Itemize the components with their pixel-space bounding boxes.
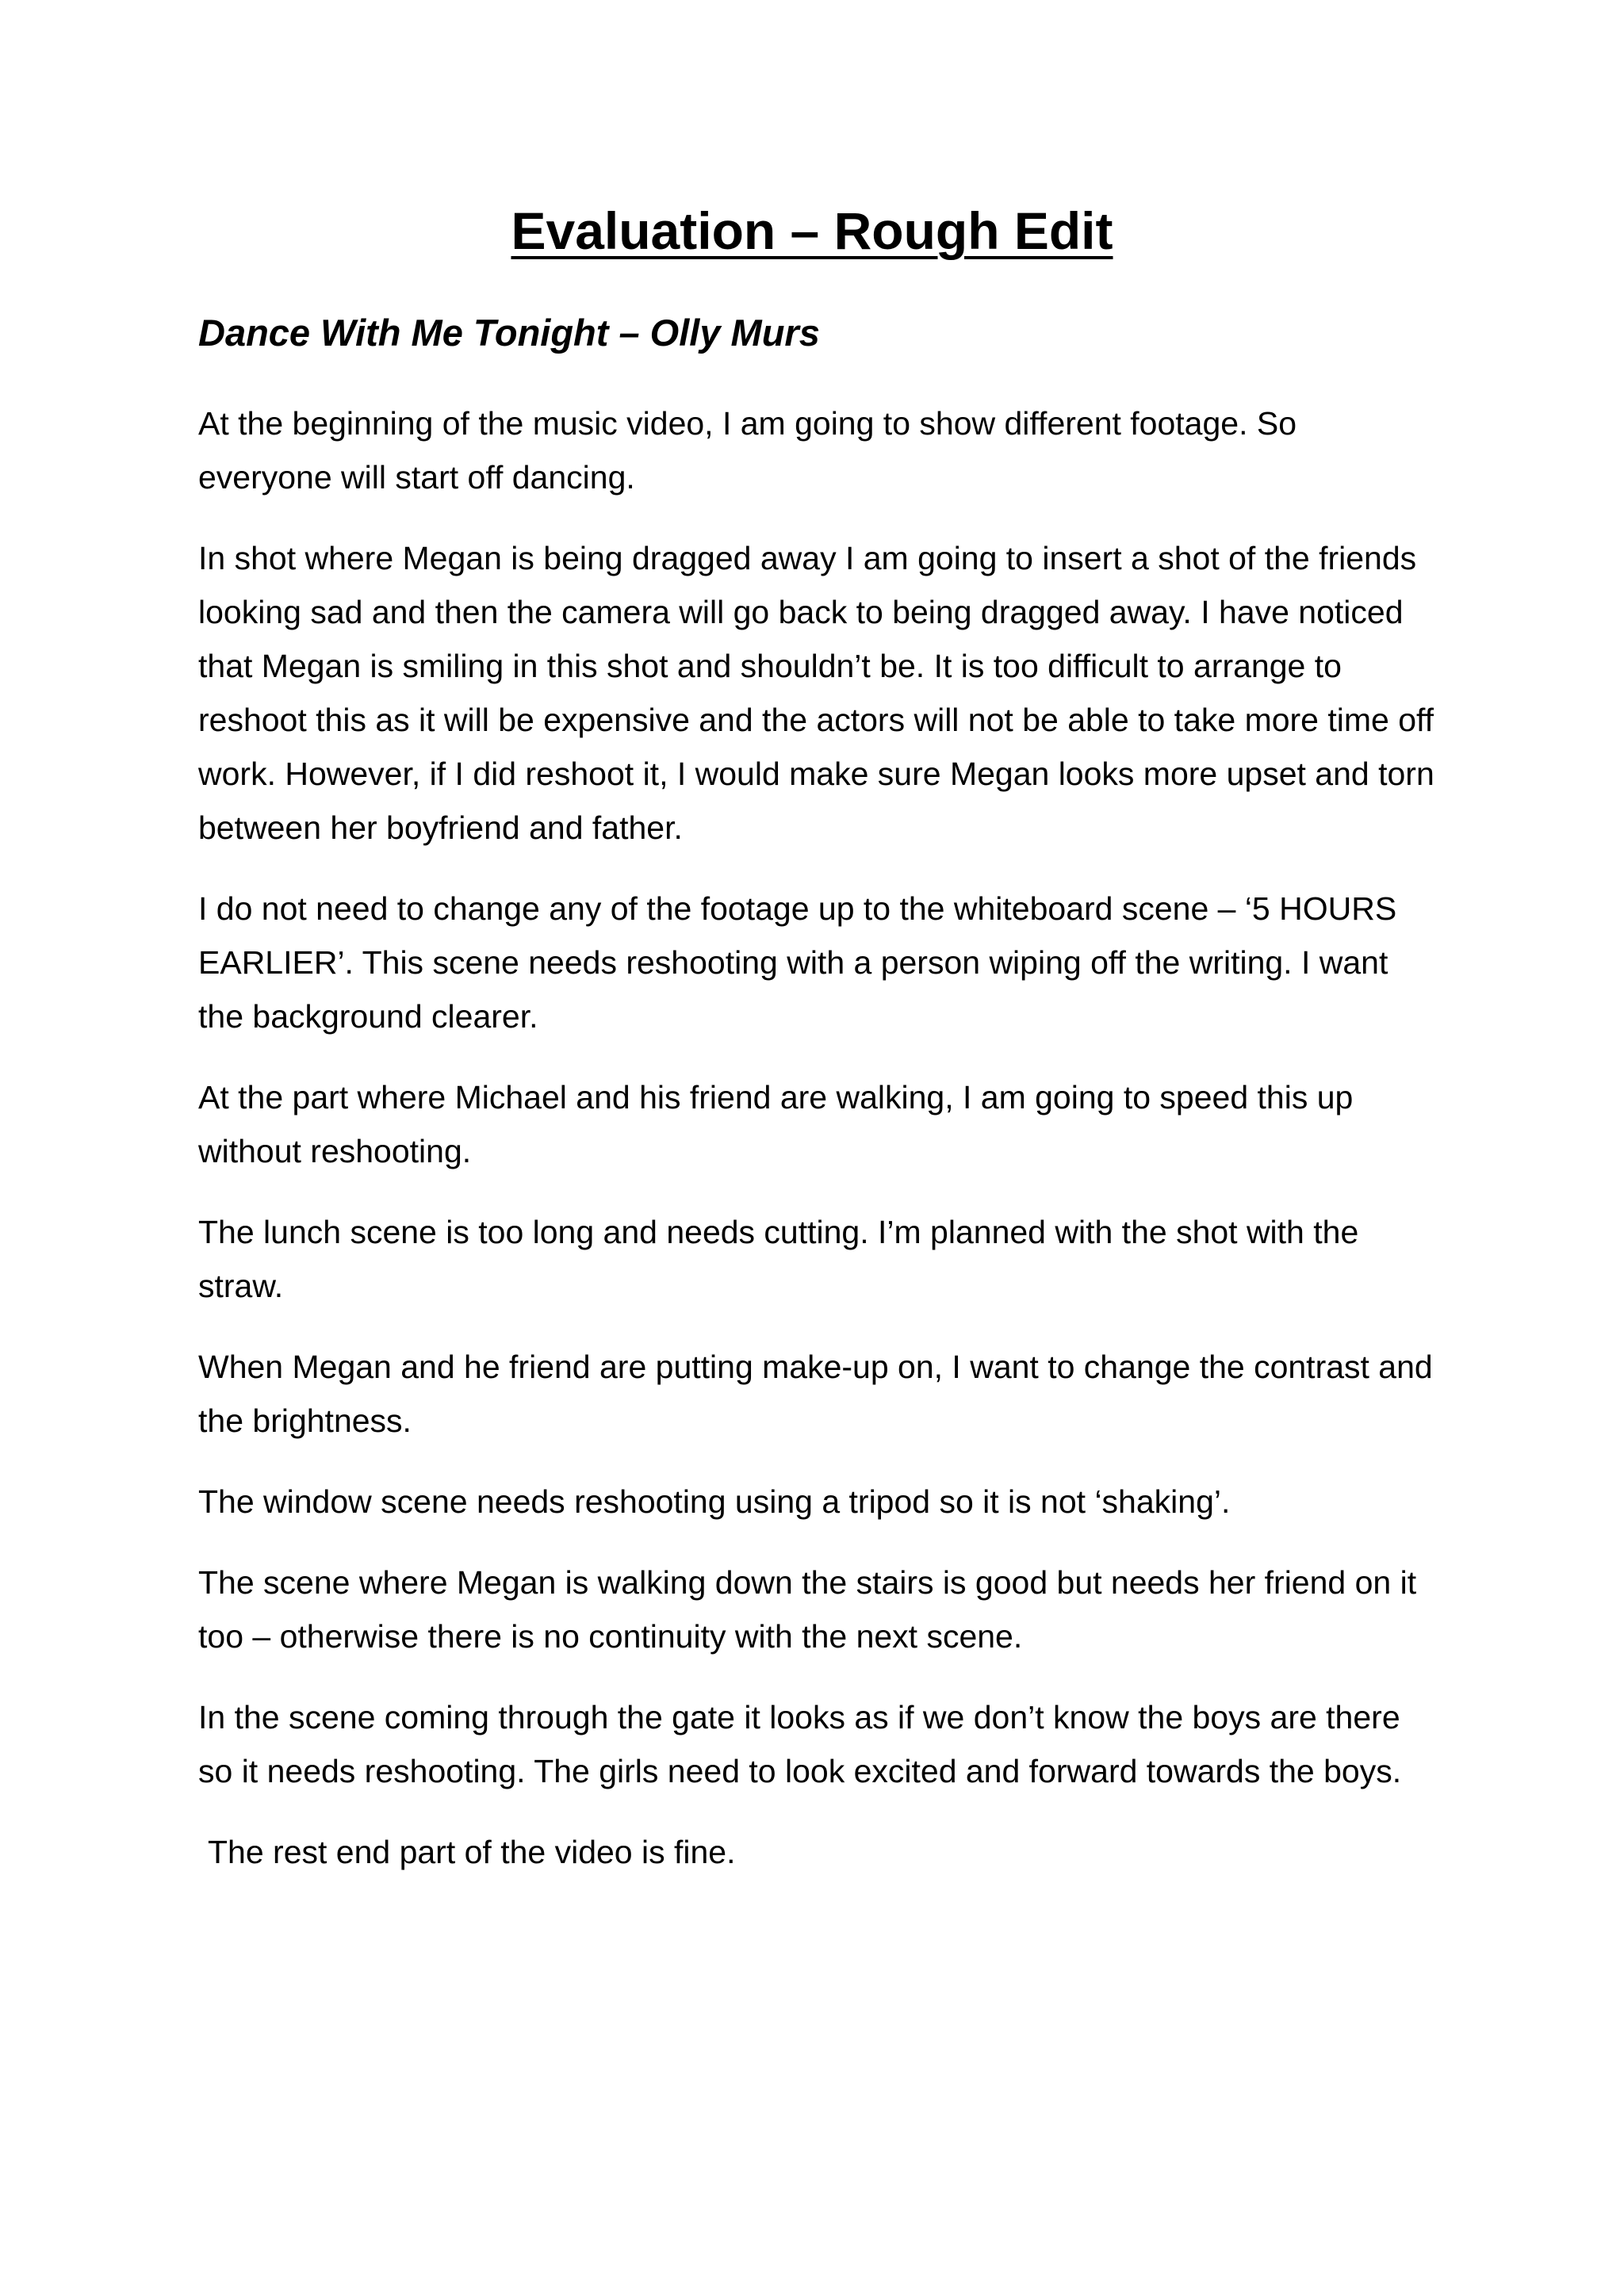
- paragraph-make-up: When Megan and he friend are putting make-up on, I want to change the contrast and the brightness.: [198, 1349, 1433, 1439]
- paragraph-ending: The rest end part of the video is fine.: [208, 1834, 736, 1870]
- paragraph-dragged-away: In shot where Megan is being dragged away I am going to insert a shot of the friends looking sad and then the camera will go back to being dragged away. I have noticed that Megan is smiling in this shot and shouldn’t be. It is too difficult to arrange to reshoot this as it will be expensive and the actors will not be able to take more time off work. However, if I did reshoot it, I would make sure Megan looks more upset and torn between her boyfriend and father.: [198, 540, 1434, 846]
- document-body: [198, 396, 1435, 1906]
- paragraph-stairs: The scene where Megan is walking down the stairs is good but needs her friend on it too – otherwise there is no continuity with the next scene.: [198, 1564, 1417, 1655]
- document-subtitle: Dance With Me Tonight – Olly Murs: [198, 312, 820, 354]
- paragraph-window: The window scene needs reshooting using a tripod so it is not ‘shaking’.: [198, 1483, 1231, 1520]
- paragraph-lunch: The lunch scene is too long and needs cutting. I’m planned with the shot with the straw.: [198, 1214, 1359, 1304]
- paragraph-walking: At the part where Michael and his friend are walking, I am going to speed this up without reshooting.: [198, 1079, 1354, 1169]
- paragraph-gate: In the scene coming through the gate it looks as if we don’t know the boys are there so it needs reshooting. The girls need to look excited and forward towards the boys.: [198, 1699, 1402, 1789]
- paragraph-opening: At the beginning of the music video, I am going to show different footage. So everyone will start off dancing.: [198, 405, 1297, 496]
- document-title: Evaluation – Rough Edit: [511, 201, 1113, 260]
- paragraph-whiteboard: I do not need to change any of the footage up to the whiteboard scene – ‘5 HOURS EARLIER’. This scene needs reshooting with a person wiping off the writing. I want the background clearer.: [198, 890, 1397, 1035]
